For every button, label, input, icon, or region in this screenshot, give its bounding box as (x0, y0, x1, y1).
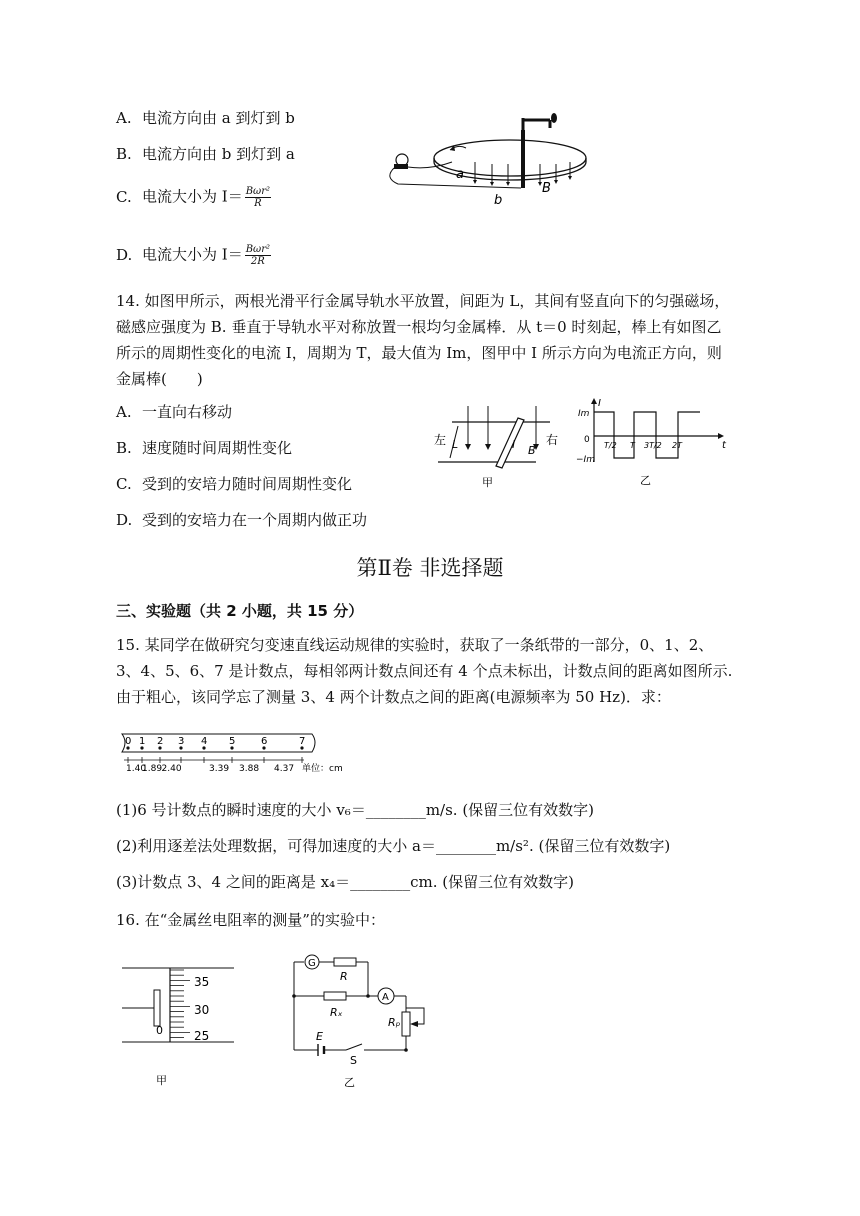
q16-S-label: S (350, 1054, 357, 1067)
q14-tick-3T2: 3T/2 (644, 441, 662, 450)
q14-stem: 14. 如图甲所示，两根光滑平行金属导轨水平放置，间距为 L，其间有竖直向下的匀强磁场，磁感应强度为 B. 垂直于导轨水平对称放置一根均匀金属棒．从 t＝0 时刻起，棒上有如图乙所示的周期性变化的电流 I，周期为 T，最大值为 Im，图甲中 I 所示方向为电流正方向，则金属棒( ) (116, 292, 730, 388)
q14-tick-T: T (630, 441, 635, 450)
q14-Im-label: Im (578, 409, 590, 419)
q14-current-graph (574, 396, 734, 492)
q16-tick-30: 30 (194, 1003, 210, 1017)
q15-sub2: (2)利用逐差法处理数据，可得加速度的大小 a＝________m/s². (保留三位有效数字) (116, 837, 671, 855)
part3-title: 三、实验题（共 2 小题，共 15 分） (116, 602, 364, 620)
q14-option-d: D. 受到的安培力在一个周期内做正功 (116, 511, 368, 529)
q14-jia-caption: 甲 (482, 476, 493, 489)
q14-I-axis-label: I (598, 398, 601, 409)
q14-tick-T2: T/2 (604, 441, 617, 450)
q13-label-B: B (542, 181, 551, 196)
q14-option-c: C. 受到的安培力随时间周期性变化 (116, 475, 353, 493)
q14-left-label: 左 (434, 433, 447, 447)
q16-micrometer-figure (118, 962, 238, 1088)
q13-label-b: b (494, 193, 503, 208)
q16-yi-caption: 乙 (344, 1076, 355, 1089)
q14-option-b: B. 速度随时间周期性变化 (116, 439, 293, 457)
tape-point-number: 7 (299, 736, 306, 747)
tape-point-number: 6 (261, 736, 268, 747)
q15-unit: 单位：cm (302, 764, 343, 774)
q16-stem: 16. 在“金属丝电阻率的测量”的实验中： (116, 911, 385, 929)
q16-jia-caption: 甲 (156, 1074, 167, 1087)
q14-rails-figure (432, 398, 562, 490)
q14-L-label: L (452, 438, 459, 451)
q14-right-label: 右 (546, 433, 559, 447)
q16-E-label: E (316, 1030, 323, 1043)
q13-option-d: D. 电流大小为 I＝ $\frac{\text{Bωr²}}{2R}$ (116, 244, 270, 267)
tape-distance-label: 1.89 (142, 764, 163, 774)
tape-point-number: 4 (201, 736, 208, 747)
q14-tick-2T: 2T (672, 441, 682, 450)
q16-circuit-figure (288, 946, 448, 1090)
tape-distance-label: 4.37 (274, 764, 295, 774)
q16-tick-25: 25 (194, 1029, 210, 1043)
tape-point-number: 0 (125, 736, 132, 747)
q14-option-a: A. 一直向右移动 (116, 403, 233, 421)
q14-B-label: B (528, 444, 536, 457)
q16-Rx-label: Rₓ (330, 1006, 343, 1019)
q15-stem: 15. 某同学在做研究匀变速直线运动规律的实验时，获取了一条纸带的一部分，0、1、2、3、4、5、6、7 是计数点，每相邻两计数点间还有 4 个点未标出，计数点间的距离如图所示. 由于粗心，该同学忘了测量 3、4 两个计数点之间的距离(电源频率为 50 Hz)．求： (116, 636, 733, 706)
section-title: 第Ⅱ卷 非选择题 (356, 556, 504, 580)
q14-negIm-label: −Im (576, 455, 595, 465)
q16-tick-35: 35 (194, 975, 210, 989)
tape-point-number: 1 (139, 736, 146, 747)
q16-R-label: R (340, 970, 348, 983)
q16-Rp-label: Rₚ (388, 1016, 401, 1029)
q15-paper-tape (116, 730, 376, 774)
tape-distance-label: 1.40 (126, 764, 147, 774)
q16-zero: 0 (156, 1024, 163, 1037)
tape-point-number: 5 (229, 736, 236, 747)
tape-point-number: 3 (178, 736, 185, 747)
q15-sub1: (1)6 号计数点的瞬时速度的大小 v₆＝________m/s. (保留三位有效数字) (116, 801, 595, 819)
tape-distance-label: 2.40 (161, 764, 182, 774)
q13-option-a: A. 电流方向由 a 到灯到 b (116, 109, 295, 127)
q16-A-label: A (382, 992, 389, 1003)
tape-distance-label: 3.39 (209, 764, 230, 774)
q15-sub3: (3)计数点 3、4 之间的距离是 x₄＝________cm. (保留三位有效数字) (116, 873, 574, 891)
q14-t-axis-label: t (722, 440, 726, 451)
q13-option-b: B. 电流方向由 b 到灯到 a (116, 145, 295, 163)
q13-option-c: C. 电流大小为 I＝ $\frac{\text{Bωr²}}{R}$ (116, 186, 270, 209)
q14-yi-caption: 乙 (640, 474, 651, 487)
q13-label-a: a (456, 167, 464, 182)
q16-G-label: G (308, 958, 316, 969)
q13-disk-generator-figure (380, 112, 600, 212)
q14-zero-label: 0 (584, 435, 590, 445)
q14-I-label: I (512, 438, 516, 451)
tape-distance-label: 3.88 (239, 764, 260, 774)
tape-point-number: 2 (157, 736, 164, 747)
